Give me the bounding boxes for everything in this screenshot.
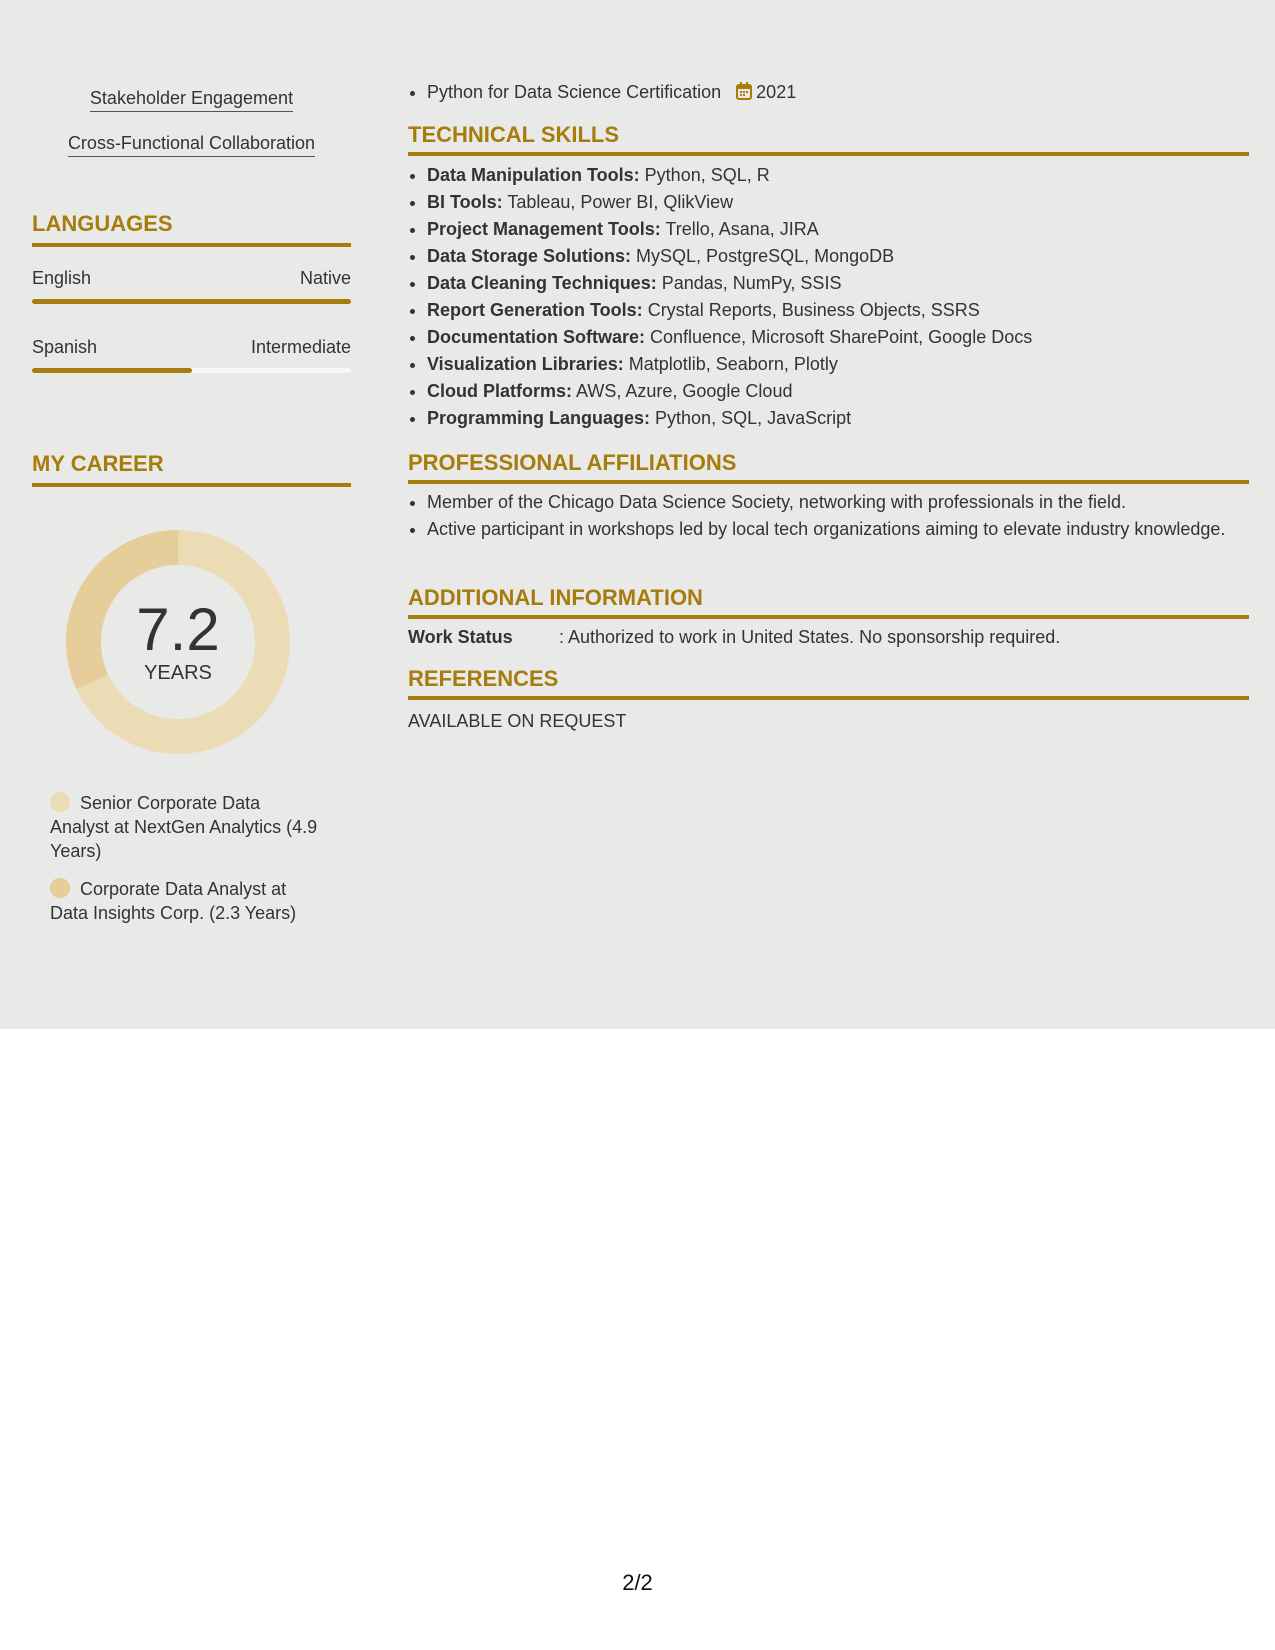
skill-item: • Visualization Libraries: Matplotlib, Seaborn, Plotly <box>427 351 1249 378</box>
languages-heading: LANGUAGES <box>32 211 351 247</box>
affiliations-list <box>408 490 1249 541</box>
certification-name: Python for Data Science Certification <box>427 82 722 102</box>
career-total <box>66 596 290 685</box>
career-total-unit: YEARS <box>144 662 212 684</box>
career-legend-item <box>50 877 320 925</box>
affiliation-item: • Active participant in workshops led by local tech organizations aiming to elevate industry knowledge. <box>427 517 1249 541</box>
certification-year: 2021 <box>756 82 797 102</box>
affiliation-item: • Member of the Chicago Data Science Society, networking with professionals in the field. <box>427 490 1249 514</box>
skill-tag: Cross-Functional Collaboration <box>32 133 351 154</box>
legend-label: Senior Corporate Data Analyst at NextGen Analytics (4.9 Years) <box>50 793 318 861</box>
language-name: English <box>32 268 92 288</box>
language-name: Spanish <box>32 337 98 357</box>
language-proficiency-fill <box>32 368 192 373</box>
skill-item: • Programming Languages: Python, SQL, JavaScript <box>427 405 1249 432</box>
technical-skills-heading: TECHNICAL SKILLS <box>408 122 1249 156</box>
affiliations-heading: PROFESSIONAL AFFILIATIONS <box>408 450 1249 484</box>
skill-tag: Stakeholder Engagement <box>32 88 351 109</box>
work-status-label: Work Status <box>408 627 513 647</box>
skill-item: • Data Storage Solutions: MySQL, PostgreSQL, MongoDB <box>427 243 1249 270</box>
career-legend-item <box>50 791 320 863</box>
references-text: AVAILABLE ON REQUEST <box>408 711 627 731</box>
skill-item: • Documentation Software: Confluence, Microsoft SharePoint, Google Docs <box>427 324 1249 351</box>
skill-item: • Report Generation Tools: Crystal Reports, Business Objects, SSRS <box>427 297 1249 324</box>
technical-skills-list <box>408 162 1249 432</box>
additional-info-heading: ADDITIONAL INFORMATION <box>408 585 1249 619</box>
legend-label: Corporate Data Analyst at Data Insights Corp. (2.3 Years) <box>50 879 297 923</box>
skill-item: • BI Tools: Tableau, Power BI, QlikView <box>427 189 1249 216</box>
calendar-icon <box>736 82 752 100</box>
references-heading: REFERENCES <box>408 666 1249 700</box>
legend-dot <box>50 878 70 898</box>
skill-item: • Project Management Tools: Trello, Asana, JIRA <box>427 216 1249 243</box>
language-level: Native <box>299 268 351 288</box>
work-status-value: : Authorized to work in United States. No sponsorship required. <box>559 627 1061 647</box>
skill-item: • Data Cleaning Techniques: Pandas, NumPy, SSIS <box>427 270 1249 297</box>
skill-item: • Data Manipulation Tools: Python, SQL, R <box>427 162 1249 189</box>
career-heading: MY CAREER <box>32 451 351 487</box>
skill-item: • Cloud Platforms: AWS, Azure, Google Cloud <box>427 378 1249 405</box>
legend-dot <box>50 792 70 812</box>
page-number: 2/2 <box>622 1570 653 1595</box>
language-proficiency-bar <box>32 299 351 304</box>
language-proficiency-bar <box>32 368 351 373</box>
language-level: Intermediate <box>250 337 351 357</box>
certification-item <box>427 79 1249 106</box>
certification-list <box>408 79 1249 106</box>
career-donut-chart <box>66 530 290 754</box>
language-proficiency-fill <box>32 299 351 304</box>
career-total-value: 7.2 <box>136 596 220 663</box>
